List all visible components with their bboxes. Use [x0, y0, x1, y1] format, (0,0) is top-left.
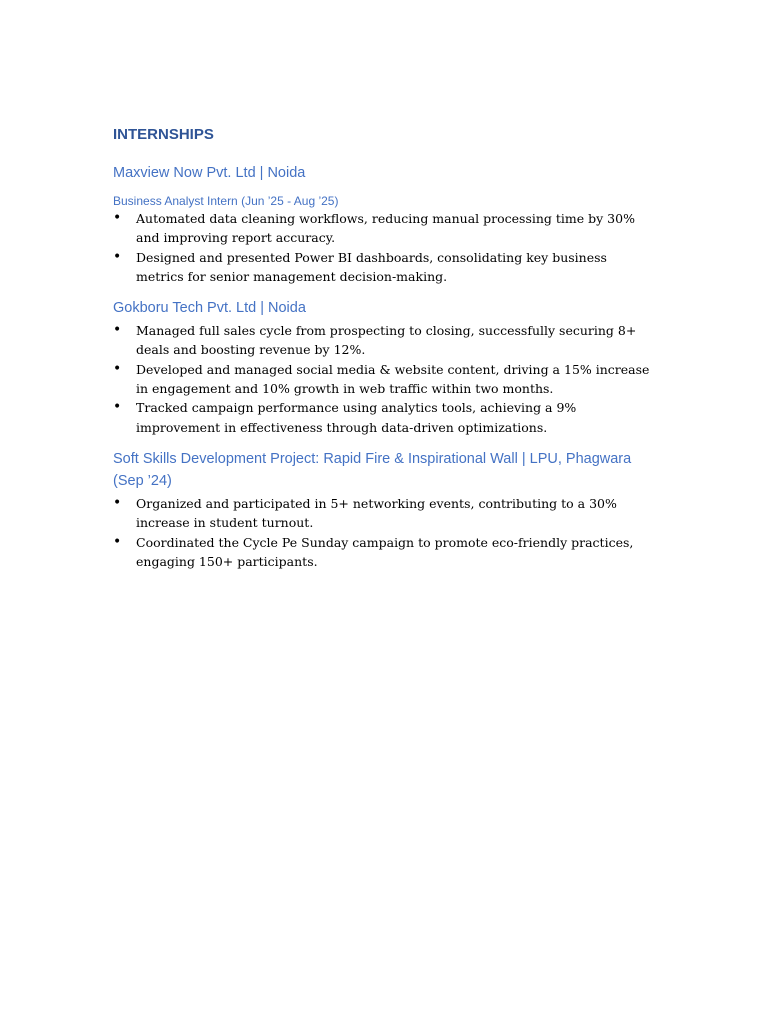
list-item [113, 398, 658, 437]
company-heading: Gokboru Tech Pvt. Ltd | Noida [113, 300, 306, 317]
bullet-icon: • [113, 210, 122, 226]
list-item [113, 494, 658, 533]
list-item [113, 209, 658, 248]
company-heading: Soft Skills Development Project: Rapid Fire & Inspirational Wall | LPU, Phagwara (Sep ’24) [113, 450, 632, 489]
role-heading: Business Analyst Intern (Jun ’25 - Aug ’25) [113, 194, 339, 208]
entry-soft-skills [113, 448, 658, 571]
bullet-icon: • [113, 399, 122, 416]
resume-page [113, 124, 658, 582]
list-item [113, 248, 658, 287]
section-title-internships: INTERNSHIPS [113, 126, 214, 143]
bullet-text: Automated data cleaning workflows, reducing manual processing time by 30% and improving report accuracy. [136, 211, 635, 246]
bullet-list [113, 209, 658, 286]
list-item [113, 533, 658, 572]
bullet-icon: • [113, 248, 122, 265]
entry-gokboru [113, 297, 658, 437]
bullet-icon: • [113, 533, 122, 550]
bullet-text: Designed and presented Power BI dashboards, consolidating key business metrics for senior management decision-making. [136, 249, 607, 284]
bullet-text: Managed full sales cycle from prospecting to closing, successfully securing 8+ deals and boosting revenue by 12%. [136, 323, 637, 358]
bullet-list [113, 321, 658, 437]
entry-maxview [113, 162, 658, 286]
bullet-text: Coordinated the Cycle Pe Sunday campaign to promote eco-friendly practices, engaging 150+ participants. [136, 534, 634, 569]
bullet-icon: • [113, 322, 122, 339]
bullet-text: Developed and managed social media & website content, driving a 15% increase in engagement and 10% growth in web traffic within two months. [136, 361, 650, 397]
bullet-list [113, 494, 658, 571]
company-heading: Maxview Now Pvt. Ltd | Noida [113, 165, 306, 181]
bullet-text: Tracked campaign performance using analytics tools, achieving a 9% improvement in effectiveness through data-driven optimizations. [136, 400, 577, 435]
bullet-text: Organized and participated in 5+ networking events, contributing to a 30% increase in student turnout. [136, 495, 617, 531]
list-item [113, 360, 658, 399]
list-item [113, 321, 658, 360]
bullet-icon: • [113, 360, 122, 377]
bullet-icon: • [113, 494, 122, 511]
